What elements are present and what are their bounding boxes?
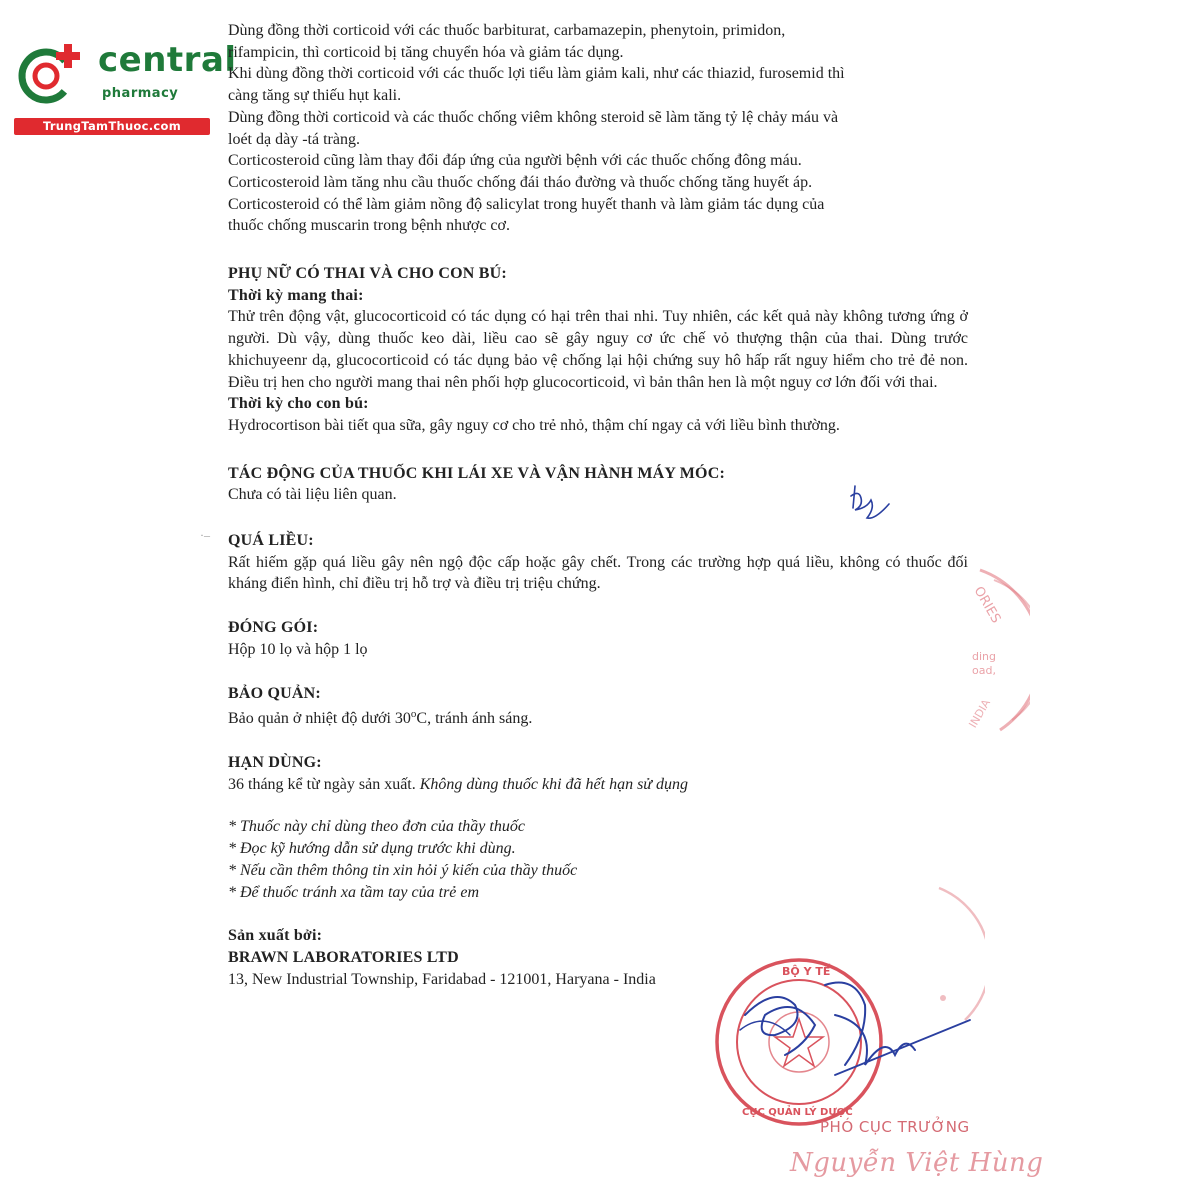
initials-signature-icon bbox=[845, 478, 895, 528]
shelf-life-heading: HẠN DÙNG: bbox=[228, 753, 322, 771]
packaging-section bbox=[228, 617, 968, 660]
manufacturer-name: BRAWN LABORATORIES LTD bbox=[228, 948, 459, 966]
interaction-line: Dùng đồng thời corticoid với các thuốc barbiturat, carbamazepin, phenytoin, primidon, bbox=[228, 22, 786, 39]
storage-section bbox=[228, 683, 968, 730]
degree-superscript: o bbox=[410, 708, 417, 721]
pregnancy-text: Thử trên động vật, glucocorticoid có tác dụng có hại trên thai nhi. Tuy nhiên, các kết quả này không tương ứng ở người. Dù vậy, dùng thuốc keo dài, liều cao sẽ gây nguy cơ ức chế vỏ thượng thận của thai. Dùng trước khichuyeenr dạ, glucocorticoid có tác dụng bảo vệ chống lại hội chứng suy hô hấp rất nguy hiểm cho trẻ đẻ non. Điều trị hen cho người mang thai nên phối hợp glucocorticoid, vì bản thân hen là một nguy cơ lớn đối với thai. bbox=[228, 308, 968, 391]
storage-text-start: Bảo quản ở nhiệt độ dưới 30 bbox=[228, 710, 411, 728]
manufacturer-label: Sản xuất bởi: bbox=[228, 927, 323, 945]
warning-line: * Thuốc này chỉ dùng theo đơn của thầy thuốc bbox=[228, 818, 525, 836]
interaction-line: thuốc chống muscarin trong bệnh nhược cơ. bbox=[228, 217, 510, 235]
logo-site-banner: TrungTamThuoc.com bbox=[14, 118, 210, 135]
stamp-company-fragment: ORIES bbox=[970, 584, 1004, 626]
lactation-subheading: Thời kỳ cho con bú: bbox=[228, 395, 369, 413]
overdose-section bbox=[228, 530, 968, 595]
logo-subtitle: pharmacy bbox=[102, 86, 179, 101]
shelf-life-section bbox=[228, 752, 968, 795]
pregnancy-heading: PHỤ NỮ CÓ THAI VÀ CHO CON BÚ: bbox=[228, 265, 507, 283]
seal-top-text: BỘ Y TẾ bbox=[782, 965, 831, 978]
packaging-heading: ĐÓNG GÓI: bbox=[228, 619, 319, 637]
storage-text bbox=[228, 704, 968, 730]
shelf-life-duration: 36 tháng kể từ ngày sản xuất. bbox=[228, 775, 416, 793]
driving-heading: TÁC ĐỘNG CỦA THUỐC KHI LÁI XE VÀ VẬN HÀNH MÁY MÓC: bbox=[228, 464, 725, 482]
warning-line: * Đọc kỹ hướng dẫn sử dụng trước khi dùng. bbox=[228, 840, 516, 858]
signer-title: PHÓ CỤC TRƯỞNG bbox=[820, 1118, 970, 1136]
warning-line: * Nếu cần thêm thông tin xin hỏi ý kiến của thầy thuốc bbox=[228, 861, 578, 879]
overdose-heading: QUÁ LIỀU: bbox=[228, 532, 314, 550]
interactions-section bbox=[228, 20, 968, 237]
logo-name: central bbox=[98, 40, 237, 80]
central-pharmacy-logo bbox=[12, 38, 237, 138]
interaction-line: Corticosteroid cũng làm thay đổi đáp ứng của người bệnh với các thuốc chống đông máu. bbox=[228, 152, 802, 170]
seal-bottom-text: CỤC QUẢN LÝ DƯỢC bbox=[742, 1107, 853, 1118]
scan-mark: ·– bbox=[200, 528, 210, 542]
signer-name: Nguyễn Việt Hùng bbox=[790, 1148, 1044, 1178]
stamp-company-line1: ding bbox=[972, 650, 996, 663]
interaction-line: Corticosteroid có thể làm giảm nồng độ salicylat trong huyết thanh và làm giảm tác dụng của bbox=[228, 195, 825, 213]
interaction-line: Corticosteroid làm tăng nhu cầu thuốc chống đái tháo đường và thuốc chống tăng huyết áp. bbox=[228, 173, 813, 191]
interaction-line: Khi dùng đồng thời corticoid với các thuốc lợi tiểu làm giảm kali, như các thiazid, furosemid thì bbox=[228, 65, 845, 83]
interaction-line: rifampicin, thì corticoid bị tăng chuyển hóa và giảm tác dụng. bbox=[228, 43, 624, 61]
lactation-text: Hydrocortison bài tiết qua sữa, gây nguy cơ cho trẻ nhỏ, thậm chí ngay cả với liều bình thường. bbox=[228, 416, 840, 434]
stamp-company-line2: oad, bbox=[972, 664, 996, 677]
packaging-text: Hộp 10 lọ và hộp 1 lọ bbox=[228, 640, 368, 658]
storage-heading: BẢO QUẢN: bbox=[228, 684, 321, 702]
shelf-life-warning: Không dùng thuốc khi đã hết hạn sử dụng bbox=[419, 775, 689, 793]
warnings-section bbox=[228, 816, 968, 903]
driving-text: Chưa có tài liệu liên quan. bbox=[228, 486, 397, 504]
director-signature-icon bbox=[735, 975, 975, 1095]
pregnancy-section bbox=[228, 263, 968, 437]
manufacturer-address: 13, New Industrial Township, Faridabad - 121001, Haryana - India bbox=[228, 970, 656, 988]
shelf-life-text bbox=[228, 774, 968, 796]
storage-text-end: C, tránh ánh sáng. bbox=[416, 710, 533, 728]
company-stamp-fragment-icon bbox=[960, 560, 1030, 740]
interaction-line: càng tăng sự thiếu hụt kali. bbox=[228, 87, 402, 105]
interaction-line: Dùng đồng thời corticoid và các thuốc chống viêm không steroid sẽ làm tăng tỷ lệ chảy máu và bbox=[228, 108, 839, 126]
interaction-line: loét dạ dày -tá tràng. bbox=[228, 130, 360, 148]
warning-line: * Để thuốc tránh xa tầm tay của trẻ em bbox=[228, 883, 480, 901]
pharmacy-cross-logo-icon bbox=[12, 40, 88, 110]
stamp-company-line3: INDIA bbox=[966, 697, 993, 731]
overdose-text: Rất hiếm gặp quá liều gây nên ngộ độc cấp hoặc gây chết. Trong các trường hợp quá liều, không có thuốc đối kháng điển hình, chỉ điều trị hỗ trợ và điều trị triệu chứng. bbox=[228, 553, 968, 593]
pregnancy-subheading: Thời kỳ mang thai: bbox=[228, 286, 364, 304]
